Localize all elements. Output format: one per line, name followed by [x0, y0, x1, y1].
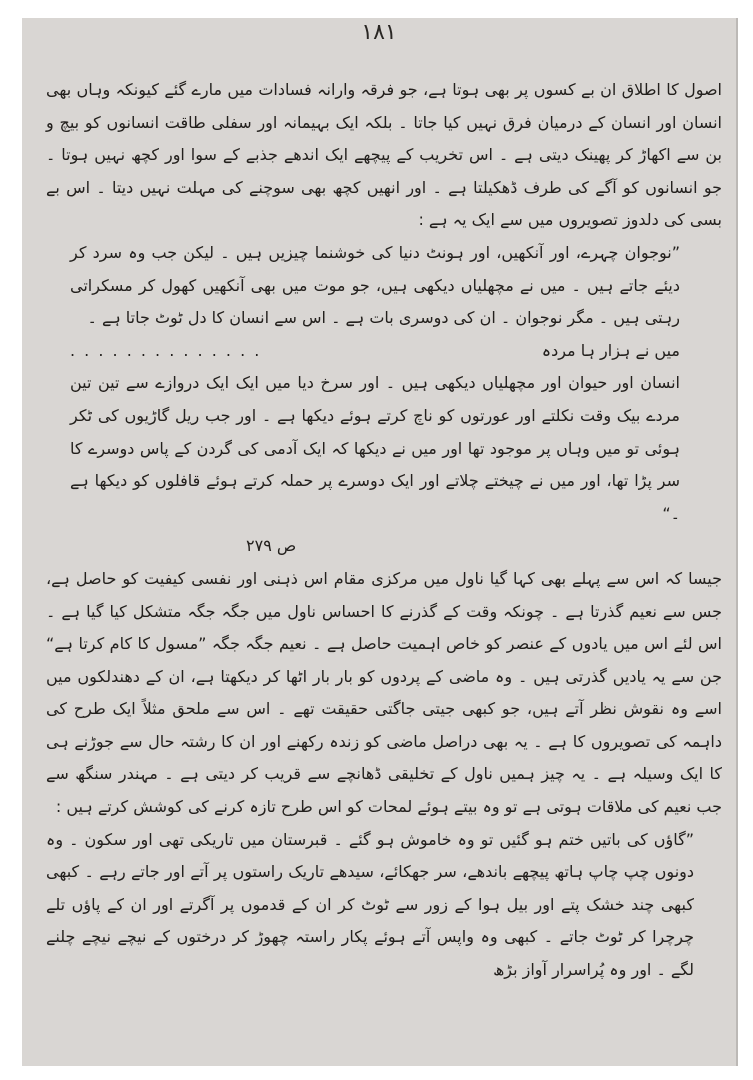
quote-continuation: میں نے ہزار ہا مردہ: [541, 340, 680, 360]
page-reference: ص ۲۷۹: [246, 536, 297, 556]
paragraph: جیسا کہ اس سے پہلے بھی کہا گیا ناول میں مرکزی مقام اس ذہنی اور نفسی کیفیت کو حاصل ہے، جس سے نعیم گذرتا ہے ۔ چونکہ وقت کے گذرنے کا احساس ناول میں جگہ جگہ متشکل کیا گیا ہے ۔ اس لئے اس میں یادوں کے عنصر کو خاص اہمیت حاصل ہے ۔ نعیم جگہ جگہ ”مسول کا کام کرتا ہے“ جن سے یہ یادیں گذرتی ہیں ۔ وہ ماضی کے پردوں کو بار بار اٹھا کر دیکھتا ہے، ان کے دھندلکوں میں اسے وہ نقوش نظر آتے ہیں، جو کبھی جیتی جاگتی حقیقت تھے ۔ اس سے ملحق مثلاً ایک طرح کی داہمہ کی تصویروں کا ہے ۔ یہ بھی دراصل ماضی کو زندہ رکھنے اور ان کا رشتہ حال سے جوڑنے ہی کا ایک وسیلہ ہے ۔ یہ چیز ہمیں ناول کے تخلیقی ڈھانچے سے قریب کر دیتی ہے ۔ مہندر سنگھ سے جب نعیم کی ملاقات ہوتی ہے تو وہ بیتے ہوئے لمحات کو اس طرح تازہ کرنے کی کوشش کرتے ہیں :: [46, 568, 723, 817]
page-number: ۱۸۱: [361, 20, 397, 45]
page-text: [46, 74, 722, 987]
ellipsis-dots: . . . . . . . . . . . . . .: [70, 340, 262, 360]
block-quote: ”گاؤں کی باتیں ختم ہو گئیں تو وہ خاموش ہو گئے ۔ قبرستان میں تاریکی تھی اور سکون ۔ وہ دونوں چپ چاپ ہاتھ پیچھے باندھے، سر جھکائے، سیدھے تاریک راستوں پر آتے اور جاتے رہے ۔ کبھی کبھی چند خشک پتے اور بیل ہوا کے زور سے ٹوٹ کر ان کے قدموں پر آگرتے اور ان کے پاؤں تلے چرچرا کر ٹوٹ جاتے ۔ کبھی وہ واپس آتے ہوئے پکار راستہ چھوڑ کر درختوں کے نیچے نیچے چلنے لگے ۔ اور وہ پُراسرار آواز بڑھ: [46, 829, 694, 980]
book-page: [22, 18, 738, 1066]
paragraph: اصول کا اطلاق ان بے کسوں پر بھی ہوتا ہے، جو فرقہ وارانہ فسادات میں مارے گئے کیونکہ وہاں بھی انسان اور انسان کے درمیان فرق نہیں کیا جاتا ۔ بلکہ ایک بہیمانہ اور سفلی طاقت انسانوں کو بیچ و بن سے اکھاڑ کر پھینک دیتی ہے ۔ اس تخریب کے پیچھے ایک اندھے جذبے کے سوا اور کچھ نہیں ہوتا ۔ جو انسانوں کو آگے کی طرف ڈھکیلتا ہے ۔ اور انھیں کچھ بھی سوچنے کی مہلت نہیں دیتا ۔ اس بے بسی کی دلدوز تصویروں میں سے ایک یہ ہے :: [46, 80, 722, 230]
ellipsis-line: [46, 335, 722, 368]
block-quote: انسان اور حیوان اور مچھلیاں دیکھی ہیں ۔ اور سرخ دیا میں ایک ایک دروازے سے تین تین مردے بیک وقت نکلتے اور عورتوں کو ناچ کرتے ہوئے دیکھا ہے ۔ اور جب ریل گاڑیوں کی ٹکر ہوئی تو میں وہاں پر موجود تھا اور میں نے دیکھا کہ ایک آدمی کی گردن کے پاس دوسرے کا سر پڑا تھا، اور میں نے چیختے چلاتے اور ایک دوسرے پر حملہ کرتے ہوئے قافلوں کو دیکھا ہے ۔“: [70, 373, 680, 523]
block-quote: ”نوجوان چہرے، اور آنکھیں، اور ہونٹ دنیا کی خوشنما چیزیں ہیں ۔ لیکن جب وہ سرد کر دیئے جاتے ہیں ۔ میں نے مچھلیاں دیکھی ہیں، جو موت میں بھی آنکھیں کھول کر مسکراتی رہتی ہیں ۔ مگر نوجوان ۔ ان کی دوسری بات ہے ۔ اس سے انسان کا دل ٹوٹ جاتا ہے ۔: [70, 242, 680, 328]
